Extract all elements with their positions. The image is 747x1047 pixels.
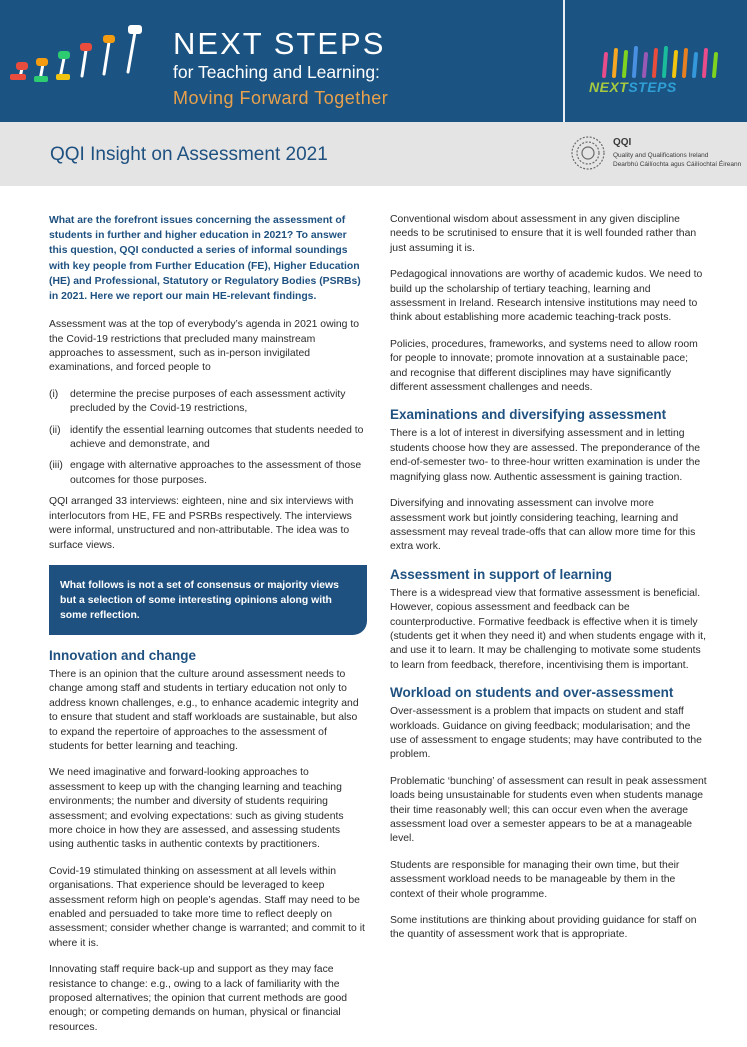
list-item [49,388,367,417]
list-item [49,459,367,488]
banner-subtitle: for Teaching and Learning: [173,62,380,82]
header-banner [0,0,747,122]
paragraph: Students are responsible for managing their own time, but their assessment workload needs to be manageable by them in the context of their whole programme. [390,859,680,900]
banner-title: NEXT STEPS [173,26,386,61]
paragraph: Policies, procedures, frameworks, and systems need to allow room for people to innovate; promote innovation at a sustainable pace; and recognise that different disciplines may have significantly different assessment challenges and needs. [390,338,698,394]
right-column [390,213,708,955]
list-text: engage with alternative approaches to the assessment of those outcomes for those purposes. [70,460,362,486]
section-heading-support: Assessment in support of learning [390,566,613,582]
paragraph: There is a lot of interest in diversifying assessment and in letting students choose how they are assessed. The preponderance of the end-of-semester two- to three-hour written examination is under the magnifying glass now. Authentic assessment is gaining traction. [390,428,701,483]
left-column [49,213,367,1047]
qqi-org-short: QQI [613,137,632,148]
wordmark-next: NEXT [589,79,629,95]
intro-paragraph: What are the forefront issues concerning the assessment of students in further and higher education in 2021? To answer this question, QQI conducted a series of informal soundings with key people from Further Education (FE), Higher Education (HE) and Professional, Statutory or Regulatory Bodies (PSRBs) in 2021. Here we report our main HE-relevant findings. [49,215,361,303]
list-number: (iii) [49,460,63,472]
qqi-org-irish: Dearbhú Cáilíochta agus Cáilíochtaí Éireann [613,161,742,168]
list-number: (ii) [49,424,61,436]
banner-divider [563,0,565,122]
paragraph: Some institutions are thinking about providing guidance for staff on the quantity of assessment work that is appropriate. [390,915,697,941]
section-heading-examinations: Examinations and diversifying assessment [390,407,667,423]
list-text: identify the essential learning outcomes that students needed to achieve and demonstrate, and [70,424,364,451]
paragraph: There is a widespread view that formative assessment is beneficial. However, copious assessment and feedback can be counterproductive. Formative feedback is effective when it is timely (students get it when they need it) and when students engage with it, and use it to learn. It may be challenging to motivate some students to learn from feedback, therefore, incentivising them is important. [390,587,706,671]
paragraph: Covid-19 stimulated thinking on assessment at all levels within organisations. That experience should be leveraged to keep assessment reform high on people’s agendas. Staff may need to be enabled and persuaded to take more time to reflect deeply on assessment; consider whether change is warranted; and commit to it where it is. [49,865,365,949]
callout-box: What follows is not a set of consensus or majority views but a selection of some interesting opinions along with some reflection. [49,565,367,635]
paragraph: Assessment was at the top of everybody’s agenda in 2021 owing to the Covid-19 restrictions that precluded many mainstream approaches to assessment, such as in-person invigilated examinations, and forced people to [49,319,359,374]
purposes-list [49,388,367,488]
raised-hands-logo-icon [8,18,168,90]
paragraph: Pedagogical innovations are worthy of academic kudos. We need to build up the scholarship of tertiary teaching, learning and assessment in Ireland. Research intensive institutions may need to think about establishing more academic teaching-track posts. [390,269,703,324]
section-heading-workload: Workload on students and over-assessment [390,685,674,701]
paragraph: Conventional wisdom about assessment in any given discipline needs to be scrutinised to ensure that it is well founded rather than just assuming it is. [390,214,697,254]
paragraph: Over-assessment is a problem that impacts on student and staff workloads. Guidance on giving feedback; modularisation; and the use of assessment to engage students; may have contributed to the problem. [390,706,702,761]
nextsteps-wordmark [589,79,677,95]
page-title: QQI Insight on Assessment 2021 [50,144,328,165]
paragraph: We need imaginative and forward-looking approaches to assessment to keep up with the changing learning and teaching environments; the number and diversity of students requiring assessment; and evolving expectations: such as giving students more choice in how they are assessed, and assessing students using authentic tasks in authentic contexts by practitioners. [49,767,344,851]
qqi-emblem-icon [570,135,606,171]
paragraph: Diversifying and innovating assessment can involve more assessment work but jointly considering teaching, learning and assessment may reveal trade-offs that can allow more time for this extra work. [390,498,696,553]
qqi-org-english: Quality and Qualifications Ireland [613,152,709,159]
section-heading-innovation: Innovation and change [49,647,197,663]
list-text: determine the precise purposes of each assessment activity precluded by the Covid-19 restrictions, [70,388,346,415]
paragraph: QQI arranged 33 interviews: eighteen, nine and six interviews with interlocutors from HE, FE and PSRBs respectively. The interviews were informal, unstructured and non-attributable. The idea was to surface views. [49,496,354,551]
paragraph: There is an opinion that the culture around assessment needs to change among staff and students in tertiary education not only to address known challenges, e.g., to enhance academic integrity and to ensure that student and staff workloads are sustainable, but also to expand the repertoire of approaches to the assessment of students for better learning and teaching. [49,668,359,752]
banner-tagline: Moving Forward Together [173,88,389,108]
list-number: (i) [49,388,59,400]
paragraph: Innovating staff require back-up and support as they may face resistance to change: e.g., owing to a lack of familiarity with the proposed alternatives; the opinion that current methods are good enough; or competing demands on human, physical or financial resources. [49,964,348,1033]
list-item [49,424,367,453]
wordmark-steps: STEPS [628,79,677,95]
paragraph: Problematic ‘bunching’ of assessment can result in peak assessment loads being unsustainable for students even when students manage their time reasonably well; this can occur even when the average assessment load over a semester appears to be at a manageable level. [390,775,707,845]
